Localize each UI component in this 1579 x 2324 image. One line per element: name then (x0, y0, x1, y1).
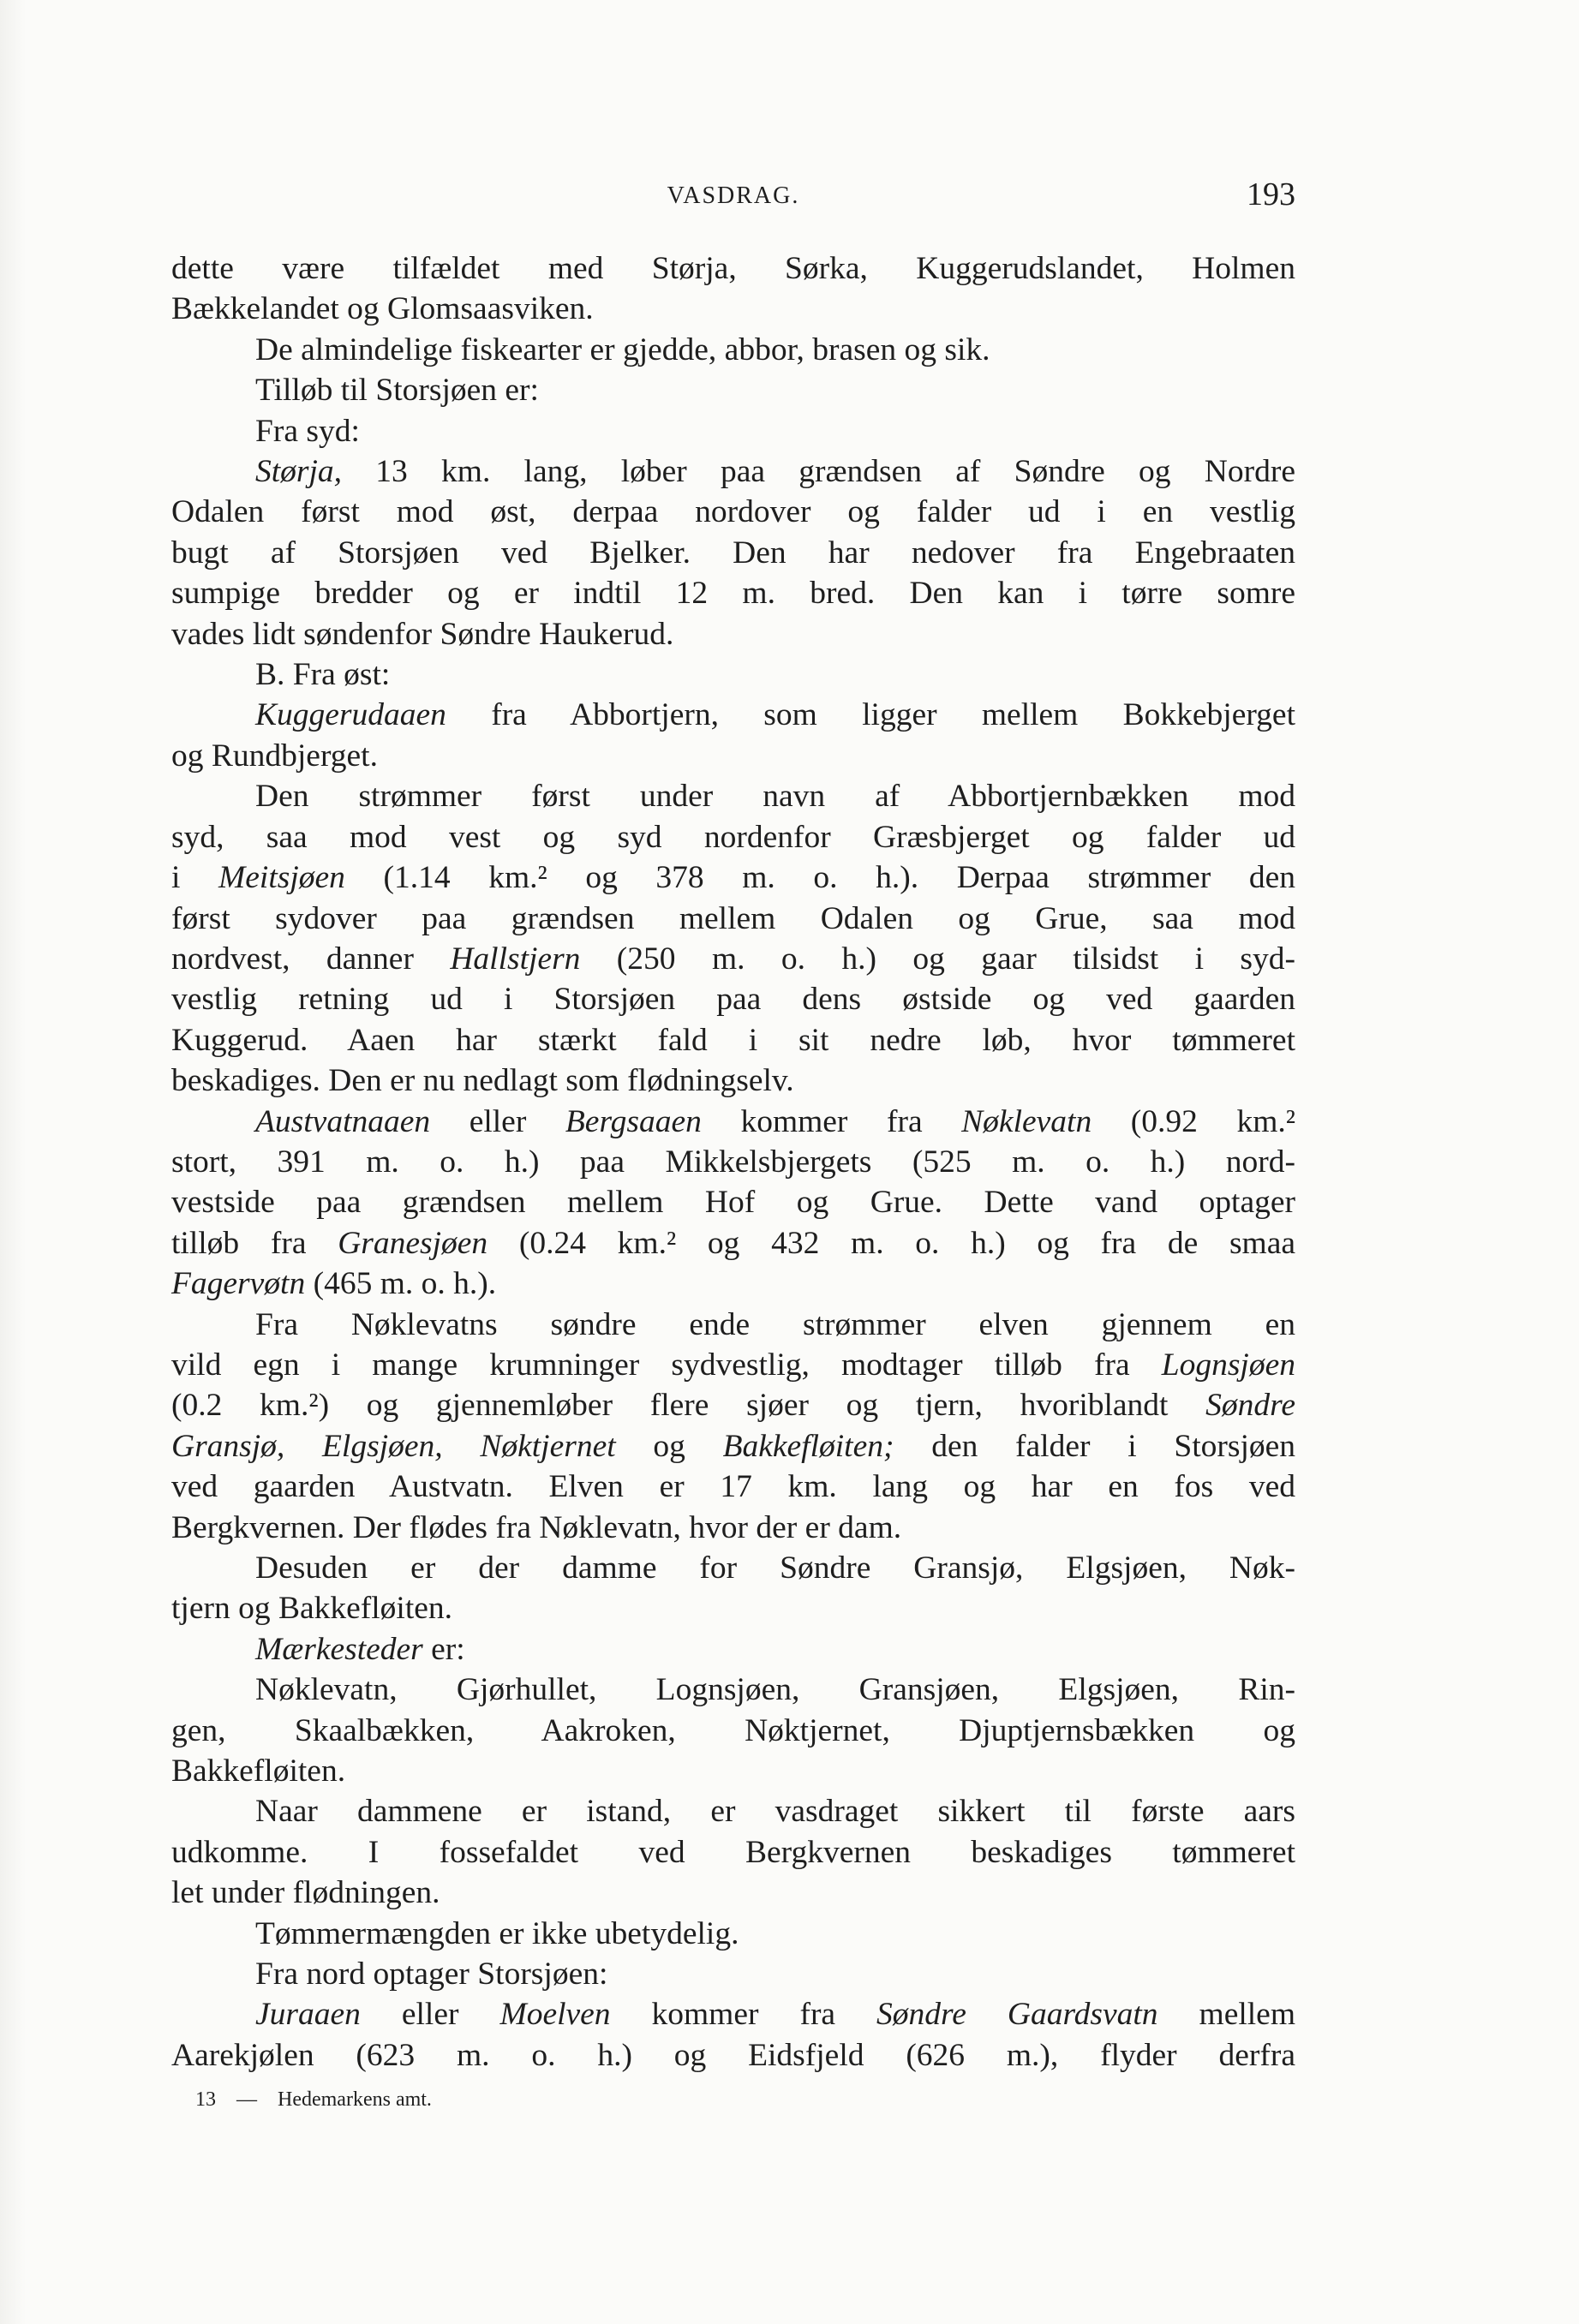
text-segment: ved gaarden Austvatn. Elven er 17 km. lang og har en fos ved (171, 1469, 1295, 1505)
text-line (171, 817, 1295, 857)
text-segment: vades lidt søndenfor Søndre Haukerud. (171, 616, 674, 652)
text-segment: (0.24 km.² og 432 m. o. h.) og fra de smaa (487, 1225, 1296, 1261)
text-line (171, 614, 1295, 654)
text-segment: i (171, 860, 219, 896)
text-segment: beskadiges. Den er nu nedlagt som flødningselv. (171, 1063, 794, 1099)
text-segment: først sydover paa grændsen mellem Odalen og Grue, saa mod (171, 900, 1295, 936)
text-segment: Odalen først mod øst, derpaa nordover og falder ud i en vestlig (171, 494, 1295, 530)
text-segment: stort, 391 m. o. h.) paa Mikkelsbjergets (525 m. o. h.) nord- (171, 1144, 1295, 1180)
text-line (171, 330, 1295, 370)
text-segment: mellem (1157, 1997, 1295, 2033)
text-segment: kommer fra (701, 1103, 962, 1139)
text-line (171, 573, 1295, 613)
running-head: VASDRAG. (667, 182, 800, 209)
text-line (171, 451, 1295, 492)
text-segment: bugt af Storsjøen ved Bjelker. Den har nedover fra Engebraaten (171, 535, 1295, 571)
text-line (171, 1223, 1295, 1264)
italic-term: Granesjøen (338, 1225, 488, 1261)
text-line (171, 1426, 1295, 1467)
text-line (171, 248, 1295, 289)
text-line (171, 1588, 1295, 1628)
text-segment: vestlig retning ud i Storsjøen paa dens østside og ved gaarden (171, 982, 1295, 1018)
text-line (171, 1791, 1295, 1831)
text-line (171, 2035, 1295, 2076)
text-segment: Fra nord optager Storsjøen: (255, 1957, 608, 1992)
text-segment: Fra Nøklevatns søndre ende strømmer elven gjennem en (255, 1306, 1295, 1342)
text-segment: Aarekjølen (623 m. o. h.) og Eidsfjeld (626 m.), flyder derfra (171, 2037, 1295, 2073)
text-segment: (250 m. o. h.) og gaar tilsidst i syd- (580, 941, 1296, 977)
text-segment: Naar dammene er istand, er vasdraget sikkert til første aars (255, 1794, 1295, 1830)
text-segment: eller (430, 1103, 565, 1139)
text-line (171, 1548, 1295, 1588)
text-segment: vestside paa grændsen mellem Hof og Grue. Dette vand optager (171, 1185, 1295, 1221)
text-segment: er: (422, 1631, 465, 1667)
text-segment: vild egn i mange krumninger sydvestlig, modtager tilløb fra (171, 1347, 1162, 1383)
italic-term: Fagervøtn (171, 1266, 306, 1302)
text-segment: Bergkvernen. Der flødes fra Nøklevatn, hvor der er dam. (171, 1509, 902, 1545)
text-line (171, 1385, 1295, 1425)
text-line (171, 1020, 1295, 1060)
text-line (171, 1629, 1295, 1670)
sheet-signature: Hedemarkens amt. (278, 2088, 432, 2111)
text-segment: syd, saa mod vest og syd nordenfor Græsbjerget og falder ud (171, 819, 1295, 855)
text-line (171, 776, 1295, 816)
italic-term: Gransjø, Elgsjøen, Nøktjernet (171, 1428, 616, 1464)
text-line (171, 1914, 1295, 1954)
italic-term: Mærkesteder (255, 1631, 423, 1667)
text-line (171, 1994, 1295, 2034)
text-segment: B. Fra øst: (255, 657, 391, 693)
page-number: 193 (1247, 176, 1295, 212)
italic-term: Størja, (255, 454, 343, 490)
text-line (171, 533, 1295, 573)
text-line (171, 1467, 1295, 1507)
text-line (171, 1264, 1295, 1304)
page-footer (195, 2088, 452, 2112)
text-segment: (1.14 km.² og 378 m. o. h.). Derpaa strømmer den (344, 860, 1296, 896)
italic-term: Austvatnaaen (255, 1103, 431, 1139)
text-segment: og Rundbjerget. (171, 738, 378, 774)
text-line (171, 1508, 1295, 1548)
text-line (171, 654, 1295, 695)
text-line (171, 1305, 1295, 1345)
text-segment: (0.2 km.²) og gjennemløber flere sjøer og tjern, hvoriblandt (171, 1388, 1206, 1424)
footer-dash: — (236, 2088, 257, 2111)
text-segment: Bakkefløiten. (171, 1753, 346, 1789)
italic-term: Hallstjern (450, 941, 581, 977)
text-line (171, 899, 1295, 939)
italic-term: Bergsaaen (565, 1103, 702, 1139)
text-segment: Nøklevatn, Gjørhullet, Lognsjøen, Gransjøen, Elgsjøen, Rin- (255, 1672, 1295, 1708)
text-segment: (465 m. o. h.). (305, 1266, 497, 1302)
italic-term: Søndre Gaardsvatn (876, 1997, 1158, 2033)
italic-term: Moelven (499, 1997, 611, 2033)
italic-term: Søndre (1205, 1388, 1295, 1424)
italic-term: Kuggerudaaen (255, 697, 446, 733)
text-line (171, 1060, 1295, 1101)
text-line (171, 695, 1295, 735)
text-segment: Desuden er der damme for Søndre Gransjø, Elgsjøen, Nøk- (255, 1550, 1295, 1586)
text-line (171, 1954, 1295, 1994)
text-segment: Kuggerud. Aaen har stærkt fald i sit nedre løb, hvor tømmeret (171, 1022, 1295, 1058)
text-segment: Tilløb til Storsjøen er: (255, 373, 539, 409)
text-line (171, 492, 1295, 532)
text-segment: kommer fra (610, 1997, 877, 2033)
text-line (171, 1751, 1295, 1791)
text-line (171, 1182, 1295, 1222)
text-segment: tilløb fra (171, 1225, 338, 1261)
text-segment: sumpige bredder og er indtil 12 m. bred. Den kan i tørre somre (171, 576, 1295, 612)
text-segment: og (615, 1428, 723, 1464)
text-segment: Bækkelandet og Glomsaasviken. (171, 291, 594, 327)
sheet-number: 13 (195, 2088, 216, 2111)
text-line (171, 1873, 1295, 1913)
text-segment: 13 km. lang, løber paa grændsen af Søndre og Nordre (342, 454, 1295, 490)
text-line (171, 979, 1295, 1019)
text-segment: fra Abbortjern, som ligger mellem Bokkebjerget (446, 697, 1295, 733)
italic-term: Lognsjøen (1161, 1347, 1295, 1383)
text-segment: Fra syd: (255, 413, 360, 449)
text-line (171, 857, 1295, 898)
page-header (171, 176, 1295, 218)
italic-term: Nøklevatn (961, 1103, 1092, 1139)
text-segment: nordvest, danner (171, 941, 451, 977)
text-segment: eller (360, 1997, 500, 2033)
text-segment: gen, Skaalbækken, Aakroken, Nøktjernet, Djuptjernsbækken og (171, 1712, 1295, 1748)
body-text (171, 248, 1295, 2076)
text-segment: dette være tilfældet med Størja, Sørka, Kuggerudslandet, Holmen (171, 251, 1295, 286)
text-segment: Tømmermængden er ikke ubetydelig. (255, 1915, 739, 1951)
scan-edge (0, 0, 26, 2324)
text-line (171, 1345, 1295, 1385)
text-line (171, 1832, 1295, 1873)
text-line (171, 289, 1295, 329)
text-line (171, 411, 1295, 451)
text-segment: udkomme. I fossefaldet ved Bergkvernen beskadiges tømmeret (171, 1834, 1295, 1870)
text-segment: (0.92 km.² (1092, 1103, 1295, 1139)
text-segment: den falder i Storsjøen (894, 1428, 1296, 1464)
text-line (171, 939, 1295, 979)
text-segment: Den strømmer først under navn af Abbortjernbækken mod (255, 779, 1295, 815)
text-segment: De almindelige fiskearter er gjedde, abbor, brasen og sik. (255, 332, 990, 367)
text-line (171, 736, 1295, 776)
italic-term: Juraaen (255, 1997, 361, 2033)
italic-term: Bakkefløiten; (722, 1428, 894, 1464)
text-segment: let under flødningen. (171, 1875, 440, 1911)
text-line (171, 1670, 1295, 1710)
text-segment: tjern og Bakkefløiten. (171, 1591, 453, 1627)
text-line (171, 1142, 1295, 1182)
text-line (171, 370, 1295, 410)
text-line (171, 1102, 1295, 1142)
text-line (171, 1711, 1295, 1751)
italic-term: Meitsjøen (218, 860, 345, 896)
